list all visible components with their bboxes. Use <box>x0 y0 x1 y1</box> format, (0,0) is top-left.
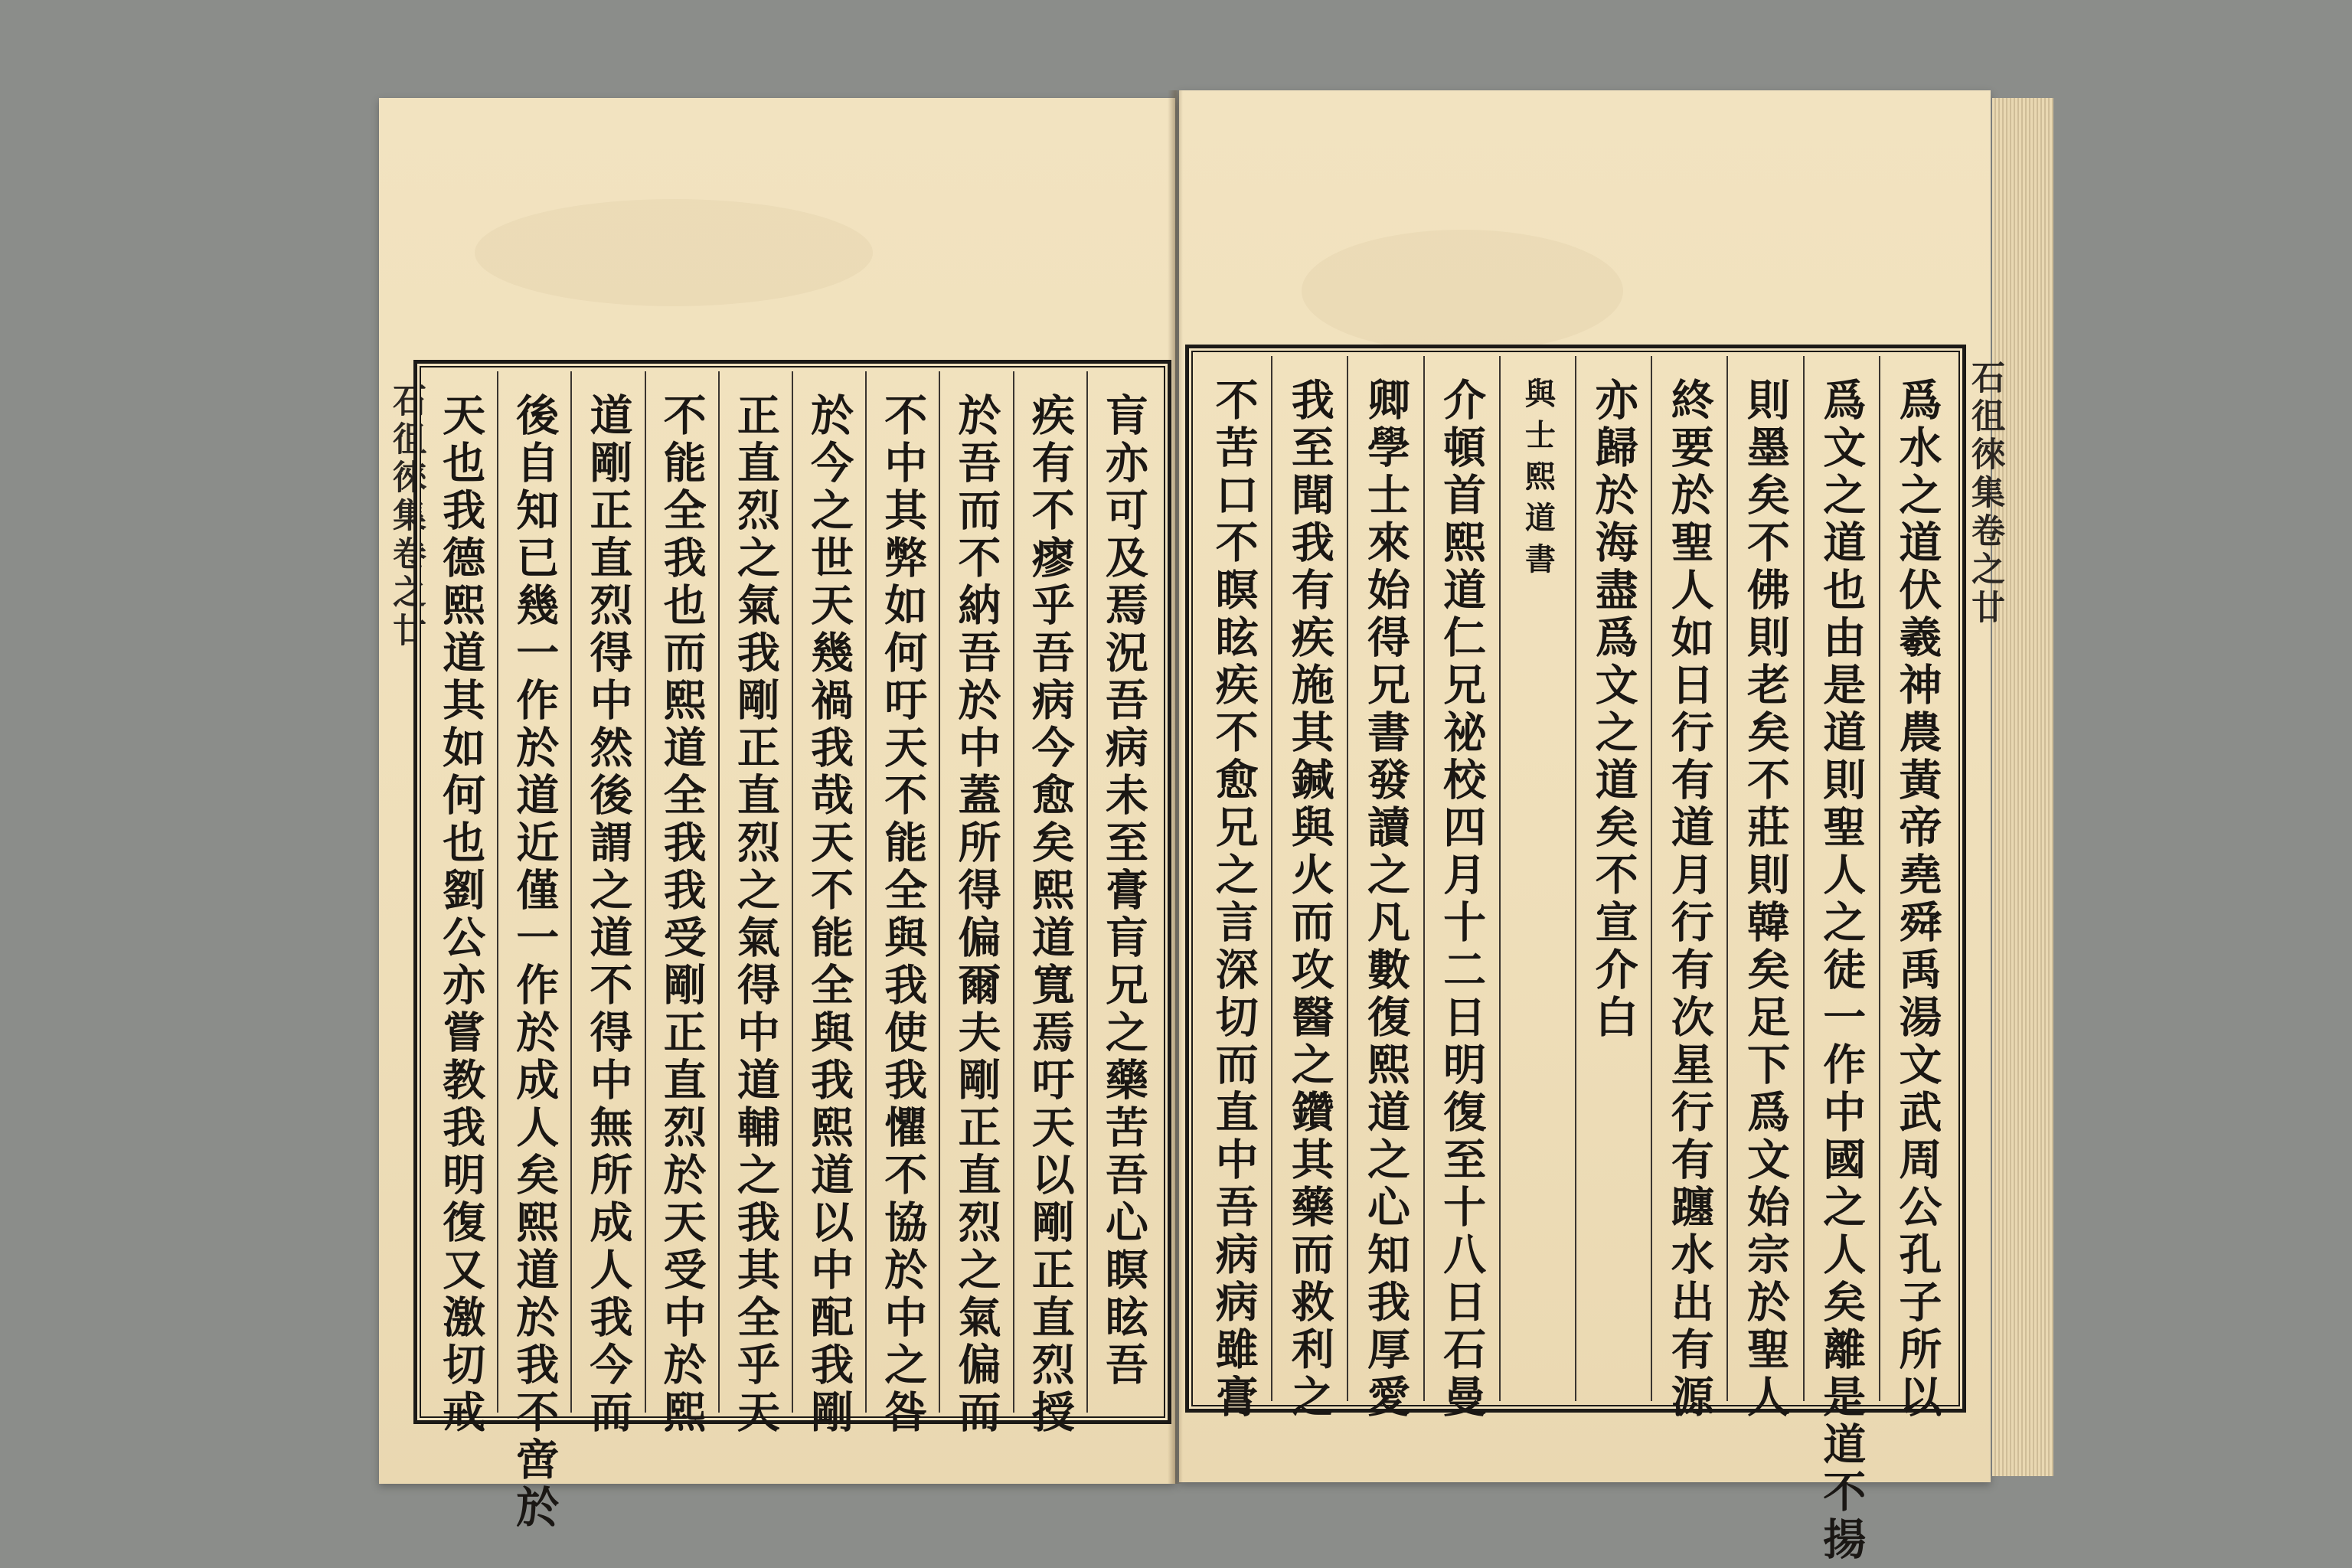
column-text: 肓亦可及焉況吾病未至膏肓兄之藥苦吾心瞑眩吾 <box>1098 393 1149 1390</box>
text-column <box>1726 356 1802 1422</box>
right-text-frame <box>1185 345 1966 1564</box>
text-column <box>939 371 1012 1437</box>
column-text: 道剛正直烈得中然後謂之道不得中無所成人我今而 <box>583 393 634 1437</box>
column-text: 不能全我也而熙道全我我受剛正直烈於天受中於熙 <box>656 393 707 1437</box>
text-column <box>1575 356 1651 1401</box>
text-column <box>1803 356 1879 1564</box>
column-text: 正直烈之氣我剛正直烈之氣得中道輔之我其全乎天 <box>730 393 781 1437</box>
column-text: 爲水之道伏羲神農黃帝堯舜禹湯文武周公孔子所以 <box>1892 377 1943 1422</box>
column-text: 於吾而不納吾於中蓋所得偏爾夫剛正直烈之氣偏而 <box>951 393 1002 1437</box>
text-column <box>792 371 865 1437</box>
text-column <box>1086 371 1160 1413</box>
column-text: 亦歸於海盡爲文之道矣不宣介白 <box>1588 377 1639 1042</box>
text-column <box>497 371 570 1532</box>
column-text: 卿學士來始得兄書發讀之凡數復熙道之心知我厚愛 <box>1360 377 1411 1422</box>
column-text: 不苦口不瞑眩疾不愈兄之言深切而直中吾病病雖膏 <box>1208 377 1259 1422</box>
column-text: 爲文之道也由是道則聖人之徒一作中國之人矣離是道不揚 <box>1816 377 1867 1564</box>
letter-heading: 與士熙道書 <box>1520 377 1557 584</box>
column-text: 我至聞我有疾施其鍼與火而攻醫之鑽其藥而救利之 <box>1284 377 1335 1422</box>
text-column <box>570 371 644 1437</box>
text-column <box>1879 356 1955 1422</box>
column-text: 介頓首熙道仁兄祕校四月十二日明復至十八日石曼 <box>1436 377 1488 1422</box>
page-edges <box>1992 98 2053 1476</box>
text-column <box>1197 356 1271 1422</box>
text-column <box>1271 356 1347 1422</box>
paper-stain <box>475 199 873 306</box>
column-text: 終要於聖人如日行有道月行有次星行有躔水出有源 <box>1664 377 1715 1422</box>
right-margin-title: 石徂徠集卷之廿 <box>1965 360 2004 628</box>
column-text: 於今之世天幾禍我哉天不能全與我熙道以中配我剛 <box>804 393 855 1437</box>
text-column <box>1423 356 1499 1422</box>
text-column <box>1347 356 1423 1422</box>
paper-stain <box>1302 230 1623 352</box>
left-margin-title: 石徂徠集卷之廿 <box>387 383 426 651</box>
column-text: 後自知已幾一作於道近僅一作於成人矣熙道於我不啻於 <box>509 393 560 1532</box>
left-text-frame <box>413 360 1171 1532</box>
column-text: 天也我德熙道其如何也劉公亦嘗教我明復又激切戒 <box>436 393 487 1437</box>
column-text: 則墨矣不佛則老矣不莊則韓矣足下爲文始宗於聖人 <box>1740 377 1791 1422</box>
text-column <box>425 371 497 1437</box>
column-text: 不中其弊如何吁天不能全與我使我懼不協於中之咎 <box>877 393 929 1437</box>
text-column <box>1651 356 1726 1422</box>
text-column <box>645 371 718 1437</box>
text-column <box>1499 356 1575 1401</box>
text-column <box>718 371 792 1437</box>
column-text: 疾有不瘳乎吾病今愈矣熙道寬焉吁天以剛正直烈授 <box>1024 393 1076 1437</box>
right-columns <box>1197 356 1955 1564</box>
text-column <box>1013 371 1086 1437</box>
text-column <box>865 371 939 1437</box>
left-columns <box>425 371 1160 1532</box>
